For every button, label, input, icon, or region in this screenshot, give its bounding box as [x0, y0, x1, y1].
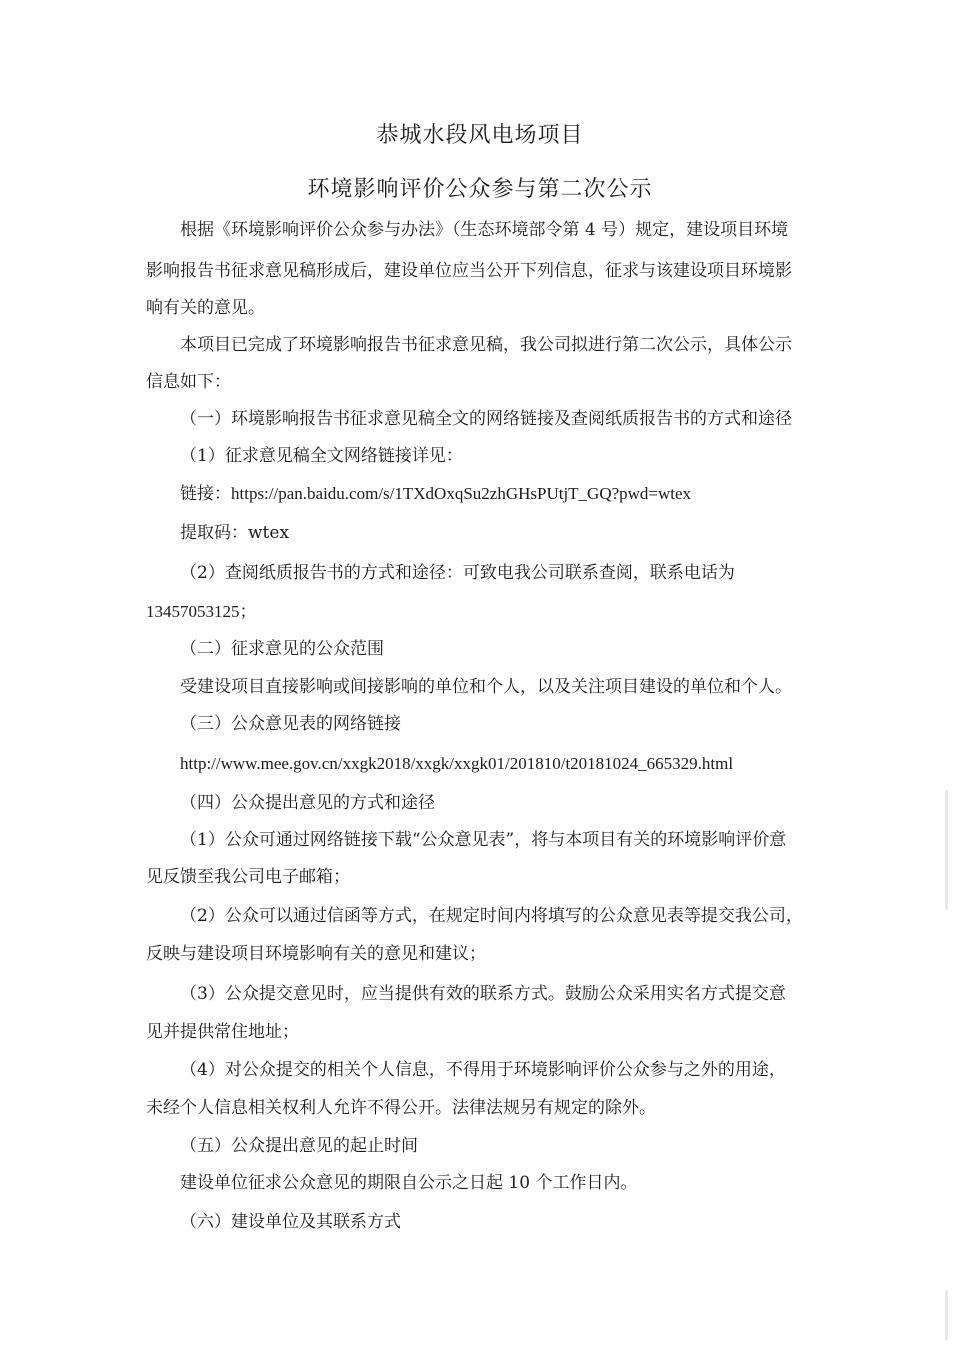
para-intro-line-1: 根据《环境影响评价公众参与办法》（生态环境部令第 4 号）规定，建设项目环境: [180, 220, 789, 240]
opinion-form-link[interactable]: http://www.mee.gov.cn/xxgk2018/xxgk/xxgk01/201810/t20181024_665329.html: [180, 754, 734, 773]
heading-section-4: （四）公众提出意见的方式和途径: [180, 793, 435, 813]
item-1-1: （1）征求意见稿全文网络链接详见：: [180, 446, 463, 466]
extraction-code: 提取码：wtex: [180, 523, 290, 543]
heading-section-1: （一）环境影响报告书征求意见稿全文的网络链接及查阅纸质报告书的方式和途径: [180, 409, 792, 429]
scan-artifact: [945, 1290, 948, 1340]
para-status-line-2: 信息如下：: [146, 372, 231, 392]
comment-period: 建设单位征求公众意见的期限自公示之日起 10 个工作日内。: [180, 1173, 638, 1193]
item-4-2-line-2: 反映与建设项目环境影响有关的意见和建议；: [146, 944, 486, 964]
para-intro-line-3: 响有关的意见。: [146, 298, 265, 318]
title-notice: 环境影响评价公众参与第二次公示: [307, 177, 653, 202]
item-4-3-line-2: 见并提供常住地址；: [146, 1022, 299, 1042]
para-intro-line-2: 影响报告书征求意见稿形成后，建设单位应当公开下列信息，征求与该建设项目环境影: [146, 261, 792, 281]
item-4-2-line-1: （2）公众可以通过信函等方式，在规定时间内将填写的公众意见表等提交我公司，: [180, 906, 803, 926]
heading-section-3: （三）公众意见表的网络链接: [180, 714, 401, 734]
item-4-4-line-1: （4）对公众提交的相关个人信息，不得用于环境影响评价公众参与之外的用途，: [180, 1060, 786, 1080]
scan-artifact: [945, 790, 948, 910]
title-project: 恭城水段风电场项目: [376, 123, 584, 148]
heading-section-2: （二）征求意见的公众范围: [180, 639, 384, 659]
item-4-4-line-2: 未经个人信息相关权利人允许不得公开。法律法规另有规定的除外。: [146, 1098, 656, 1118]
phone-number: 13457053125；: [146, 602, 257, 621]
item-1-2-line-1: （2）查阅纸质报告书的方式和途径：可致电我公司联系查阅，联系电话为: [180, 563, 735, 583]
para-status-line-1: 本项目已完成了环境影响报告书征求意见稿，我公司拟进行第二次公示，具体公示: [180, 335, 792, 355]
public-scope: 受建设项目直接影响或间接影响的单位和个人，以及关注项目建设的单位和个人。: [180, 677, 792, 697]
baidu-link[interactable]: 链接：https://pan.baidu.com/s/1TXdOxqSu2zhGHsPUtjT_GQ?pwd=wtex: [180, 484, 692, 503]
heading-section-5: （五）公众提出意见的起止时间: [180, 1136, 418, 1156]
item-4-1-line-1: （1）公众可通过网络链接下载“公众意见表”，将与本项目有关的环境影响评价意: [180, 830, 787, 850]
item-4-1-line-2: 见反馈至我公司电子邮箱；: [146, 867, 350, 887]
item-4-3-line-1: （3）公众提交意见时，应当提供有效的联系方式。鼓励公众采用实名方式提交意: [180, 984, 786, 1004]
heading-section-6: （六）建设单位及其联系方式: [180, 1212, 401, 1232]
